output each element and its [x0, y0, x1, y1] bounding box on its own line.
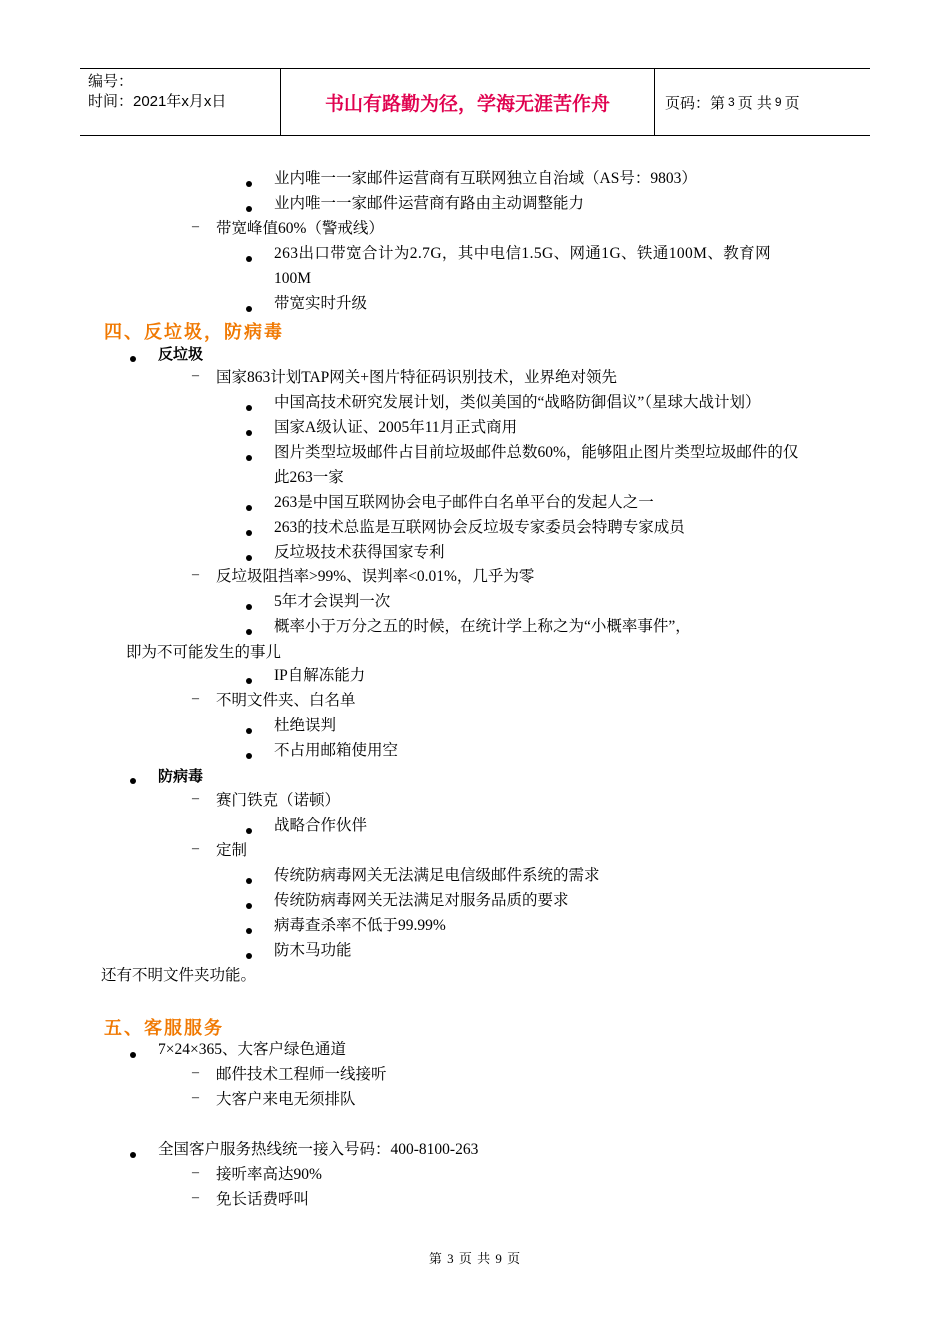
list-item: 杜绝误判 [274, 717, 337, 734]
section-heading-4: 四、反垃圾，防病毒 [104, 322, 284, 343]
list-item: 带宽峰值60%（警戒线） [216, 220, 384, 237]
list-item: IP自解冻能力 [274, 667, 366, 684]
list-item: 免长话费呼叫 [216, 1191, 310, 1208]
list-item: 不明文件夹、白名单 [216, 692, 356, 709]
list-item: 赛门铁克（诺顿） [216, 792, 341, 809]
bullet-dot [246, 400, 252, 416]
list-item: 不占用邮箱使用空 [274, 742, 399, 759]
bullet-dot [246, 251, 252, 267]
page-header [80, 68, 870, 136]
page-suffix: 页 [784, 94, 800, 112]
list-item-continued: 100M [274, 270, 312, 287]
list-item-continued: 此263一家 [274, 469, 344, 486]
list-item: 传统防病毒网关无法满足电信级邮件系统的需求 [274, 867, 600, 884]
list-item: 业内唯一一家邮件运营商有互联网独立自治域（AS号：9803） [274, 170, 697, 187]
bullet-dot [246, 176, 252, 192]
bullet-dot [246, 450, 252, 466]
bullet-dot [246, 624, 252, 640]
bullet-dot [246, 823, 252, 839]
list-item: 业内唯一一家邮件运营商有路由主动调整能力 [274, 195, 585, 212]
bullet-dot [130, 773, 136, 789]
bullet-dot [246, 201, 252, 217]
list-item: 邮件技术工程师一线接听 [216, 1066, 387, 1083]
bullet-dot [130, 1147, 136, 1163]
bullet-dot [246, 550, 252, 566]
page-number: 3 [728, 95, 735, 109]
paragraph: 还有不明文件夹功能。 [101, 967, 257, 984]
bullet-dot [246, 525, 252, 541]
subsection-heading: 防病毒 [158, 767, 204, 785]
list-item: 概率小于万分之五的时候，在统计学上称之为“小概率事件”， [274, 618, 691, 635]
header-meta [80, 69, 281, 135]
list-item: 反垃圾阻挡率>99%、误判率<0.01%，几乎为零 [216, 568, 535, 585]
page-prefix: 页码：第 [665, 94, 726, 112]
list-item: 反垃圾技术获得国家专利 [274, 544, 445, 561]
bullet-dot [246, 599, 252, 615]
bullet-dot [246, 948, 252, 964]
section-heading-5: 五、客服服务 [104, 1018, 224, 1039]
bullet-dot [246, 898, 252, 914]
bullet-dot [246, 748, 252, 764]
bullet-dot [246, 673, 252, 689]
bullet-dot [246, 923, 252, 939]
dash-marker: – [192, 567, 199, 582]
number-label: 编号： [88, 73, 134, 90]
page-total: 9 [774, 95, 782, 109]
list-item: 263出口带宽合计为2.7G，其中电信1.5G、网通1G、铁通100M、教育网 [274, 245, 771, 262]
dash-marker: – [192, 691, 199, 706]
bullet-dot [246, 301, 252, 317]
list-item: 全国客户服务热线统一接入号码：400-8100-263 [158, 1141, 479, 1158]
list-item: 定制 [216, 842, 248, 859]
bullet-dot [246, 723, 252, 739]
list-item: 大客户来电无须排队 [216, 1091, 356, 1108]
time-label: 时间：2021年x月x日 [88, 93, 227, 110]
list-item: 病毒查杀率不低于99.99% [274, 917, 446, 934]
dash-marker: – [192, 1190, 199, 1205]
dash-marker: – [192, 368, 199, 383]
list-item: 国家A级认证、2005年11月正式商用 [274, 419, 518, 436]
page-mid: 页 共 [737, 94, 772, 112]
list-item: 263的技术总监是互联网协会反垃圾专家委员会特聘专家成员 [274, 519, 685, 536]
list-item: 防木马功能 [274, 942, 352, 959]
dash-marker: – [192, 1065, 199, 1080]
list-item: 传统防病毒网关无法满足对服务品质的要求 [274, 892, 569, 909]
dash-marker: – [192, 1090, 199, 1105]
bullet-dot [246, 500, 252, 516]
subsection-heading: 反垃圾 [158, 345, 204, 363]
bullet-dot [130, 1047, 136, 1063]
page-footer: 第 3 页 共 9 页 [428, 1251, 522, 1266]
list-item-continued: 即为不可能发生的事儿 [126, 644, 282, 661]
list-item: 中国高技术研究发展计划，类似美国的“战略防御倡议”（星球大战计划） [274, 394, 761, 411]
list-item: 战略合作伙伴 [274, 817, 368, 834]
list-item: 7×24×365、大客户绿色通道 [158, 1041, 346, 1058]
dash-marker: – [192, 219, 199, 234]
list-item: 263是中国互联网协会电子邮件白名单平台的发起人之一 [274, 494, 654, 511]
list-item: 国家863计划TAP网关+图片特征码识别技术，业界绝对领先 [216, 369, 618, 386]
bullet-dot [246, 425, 252, 441]
list-item: 5年才会误判一次 [274, 593, 391, 610]
list-item: 接听率高达90% [216, 1166, 322, 1183]
dash-marker: – [192, 791, 199, 806]
dash-marker: – [192, 1165, 199, 1180]
list-item: 带宽实时升级 [274, 295, 368, 312]
dash-marker: – [192, 841, 199, 856]
header-motto: 书山有路勤为径，学海无涯苦作舟 [281, 69, 655, 135]
list-item: 图片类型垃圾邮件占目前垃圾邮件总数60%，能够阻止图片类型垃圾邮件的仅 [274, 444, 799, 461]
bullet-dot [246, 873, 252, 889]
header-page-info [655, 69, 870, 135]
bullet-dot [130, 351, 136, 367]
